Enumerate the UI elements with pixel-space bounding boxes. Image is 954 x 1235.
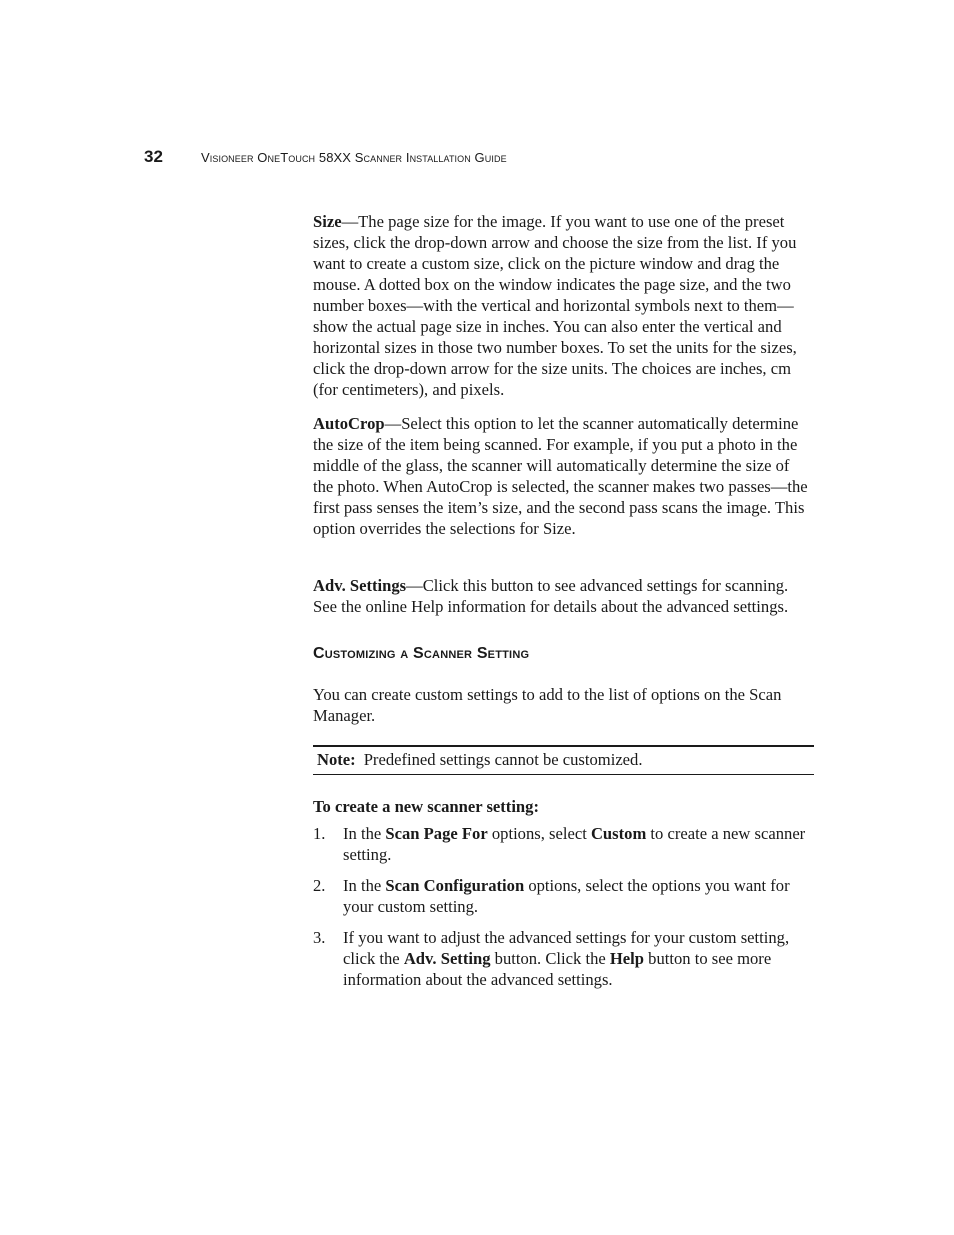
step-text: button. Click the	[490, 949, 610, 968]
step-text: options, select the options you want for your custom setting.	[343, 876, 790, 916]
step-text: options, select	[487, 824, 591, 843]
ui-term-adv-setting: Adv. Setting	[403, 949, 491, 968]
ui-term-custom: Custom	[590, 824, 647, 843]
size-paragraph	[313, 211, 813, 400]
step-item	[313, 875, 813, 917]
section-intro: You can create custom settings to add to the list of options on the Scan Manager.	[313, 685, 782, 725]
page-number: 32	[144, 147, 163, 166]
running-head: Visioneer OneTouch 58XX Scanner Installation Guide	[201, 150, 507, 165]
step-text: button to see more information about the advanced settings.	[343, 949, 772, 989]
ui-term-scan-configuration: Scan Configuration	[385, 876, 525, 895]
adv-settings-paragraph	[313, 575, 813, 617]
size-term: Size	[313, 212, 342, 231]
step-item	[313, 927, 813, 990]
step-text: In the	[343, 824, 386, 843]
step-number: 3.	[313, 928, 326, 947]
step-item	[313, 823, 813, 865]
step-number: 2.	[313, 876, 326, 895]
page-header	[144, 147, 844, 171]
size-text: —The page size for the image. If you want to use one of the preset sizes, click the drop-down arrow and choose the size from the list. If you want to create a custom size, click on the picture window and drag the mouse. A dotted box on the window indicates the page size, and the two number boxes—with the vertical and horizontal symbols next to them—show the actual page size in inches. You can also enter the vertical and horizontal sizes in those two number boxes. To set the units for the sizes, click the drop-down arrow for the size units. The choices are inches, cm (for centimeters), and pixels.	[313, 212, 797, 399]
ui-term-help: Help	[609, 949, 644, 968]
adv-settings-term: Adv. Settings	[313, 576, 407, 595]
step-text: to create a new scanner setting.	[343, 824, 806, 864]
step-text: If you want to adjust the advanced settings for your custom setting, click the	[343, 928, 790, 968]
step-text: In the	[343, 876, 386, 895]
step-number: 1.	[313, 824, 326, 843]
autocrop-text: —Select this option to let the scanner automatically determine the size of the item being scanned. For example, if you put a photo in the middle of the glass, the scanner will automatically determine the size of the photo. When AutoCrop is selected, the scanner makes two passes—the first pass senses the item’s size, and the second pass scans the image. This option overrides the selections for Size.	[313, 414, 808, 538]
note-label: Note:	[317, 750, 356, 769]
section-heading: Customizing a Scanner Setting	[313, 645, 530, 662]
note-text: Predefined settings cannot be customized.	[363, 750, 643, 769]
autocrop-term: AutoCrop	[313, 414, 385, 433]
autocrop-paragraph	[313, 413, 813, 539]
procedure-title: To create a new scanner setting:	[313, 797, 539, 816]
ui-term-scan-page-for: Scan Page For	[385, 824, 488, 843]
note-box	[313, 745, 814, 775]
adv-settings-text: —Click this button to see advanced settings for scanning. See the online Help information for details about the advanced settings.	[313, 576, 789, 616]
procedure-steps	[313, 823, 813, 1000]
